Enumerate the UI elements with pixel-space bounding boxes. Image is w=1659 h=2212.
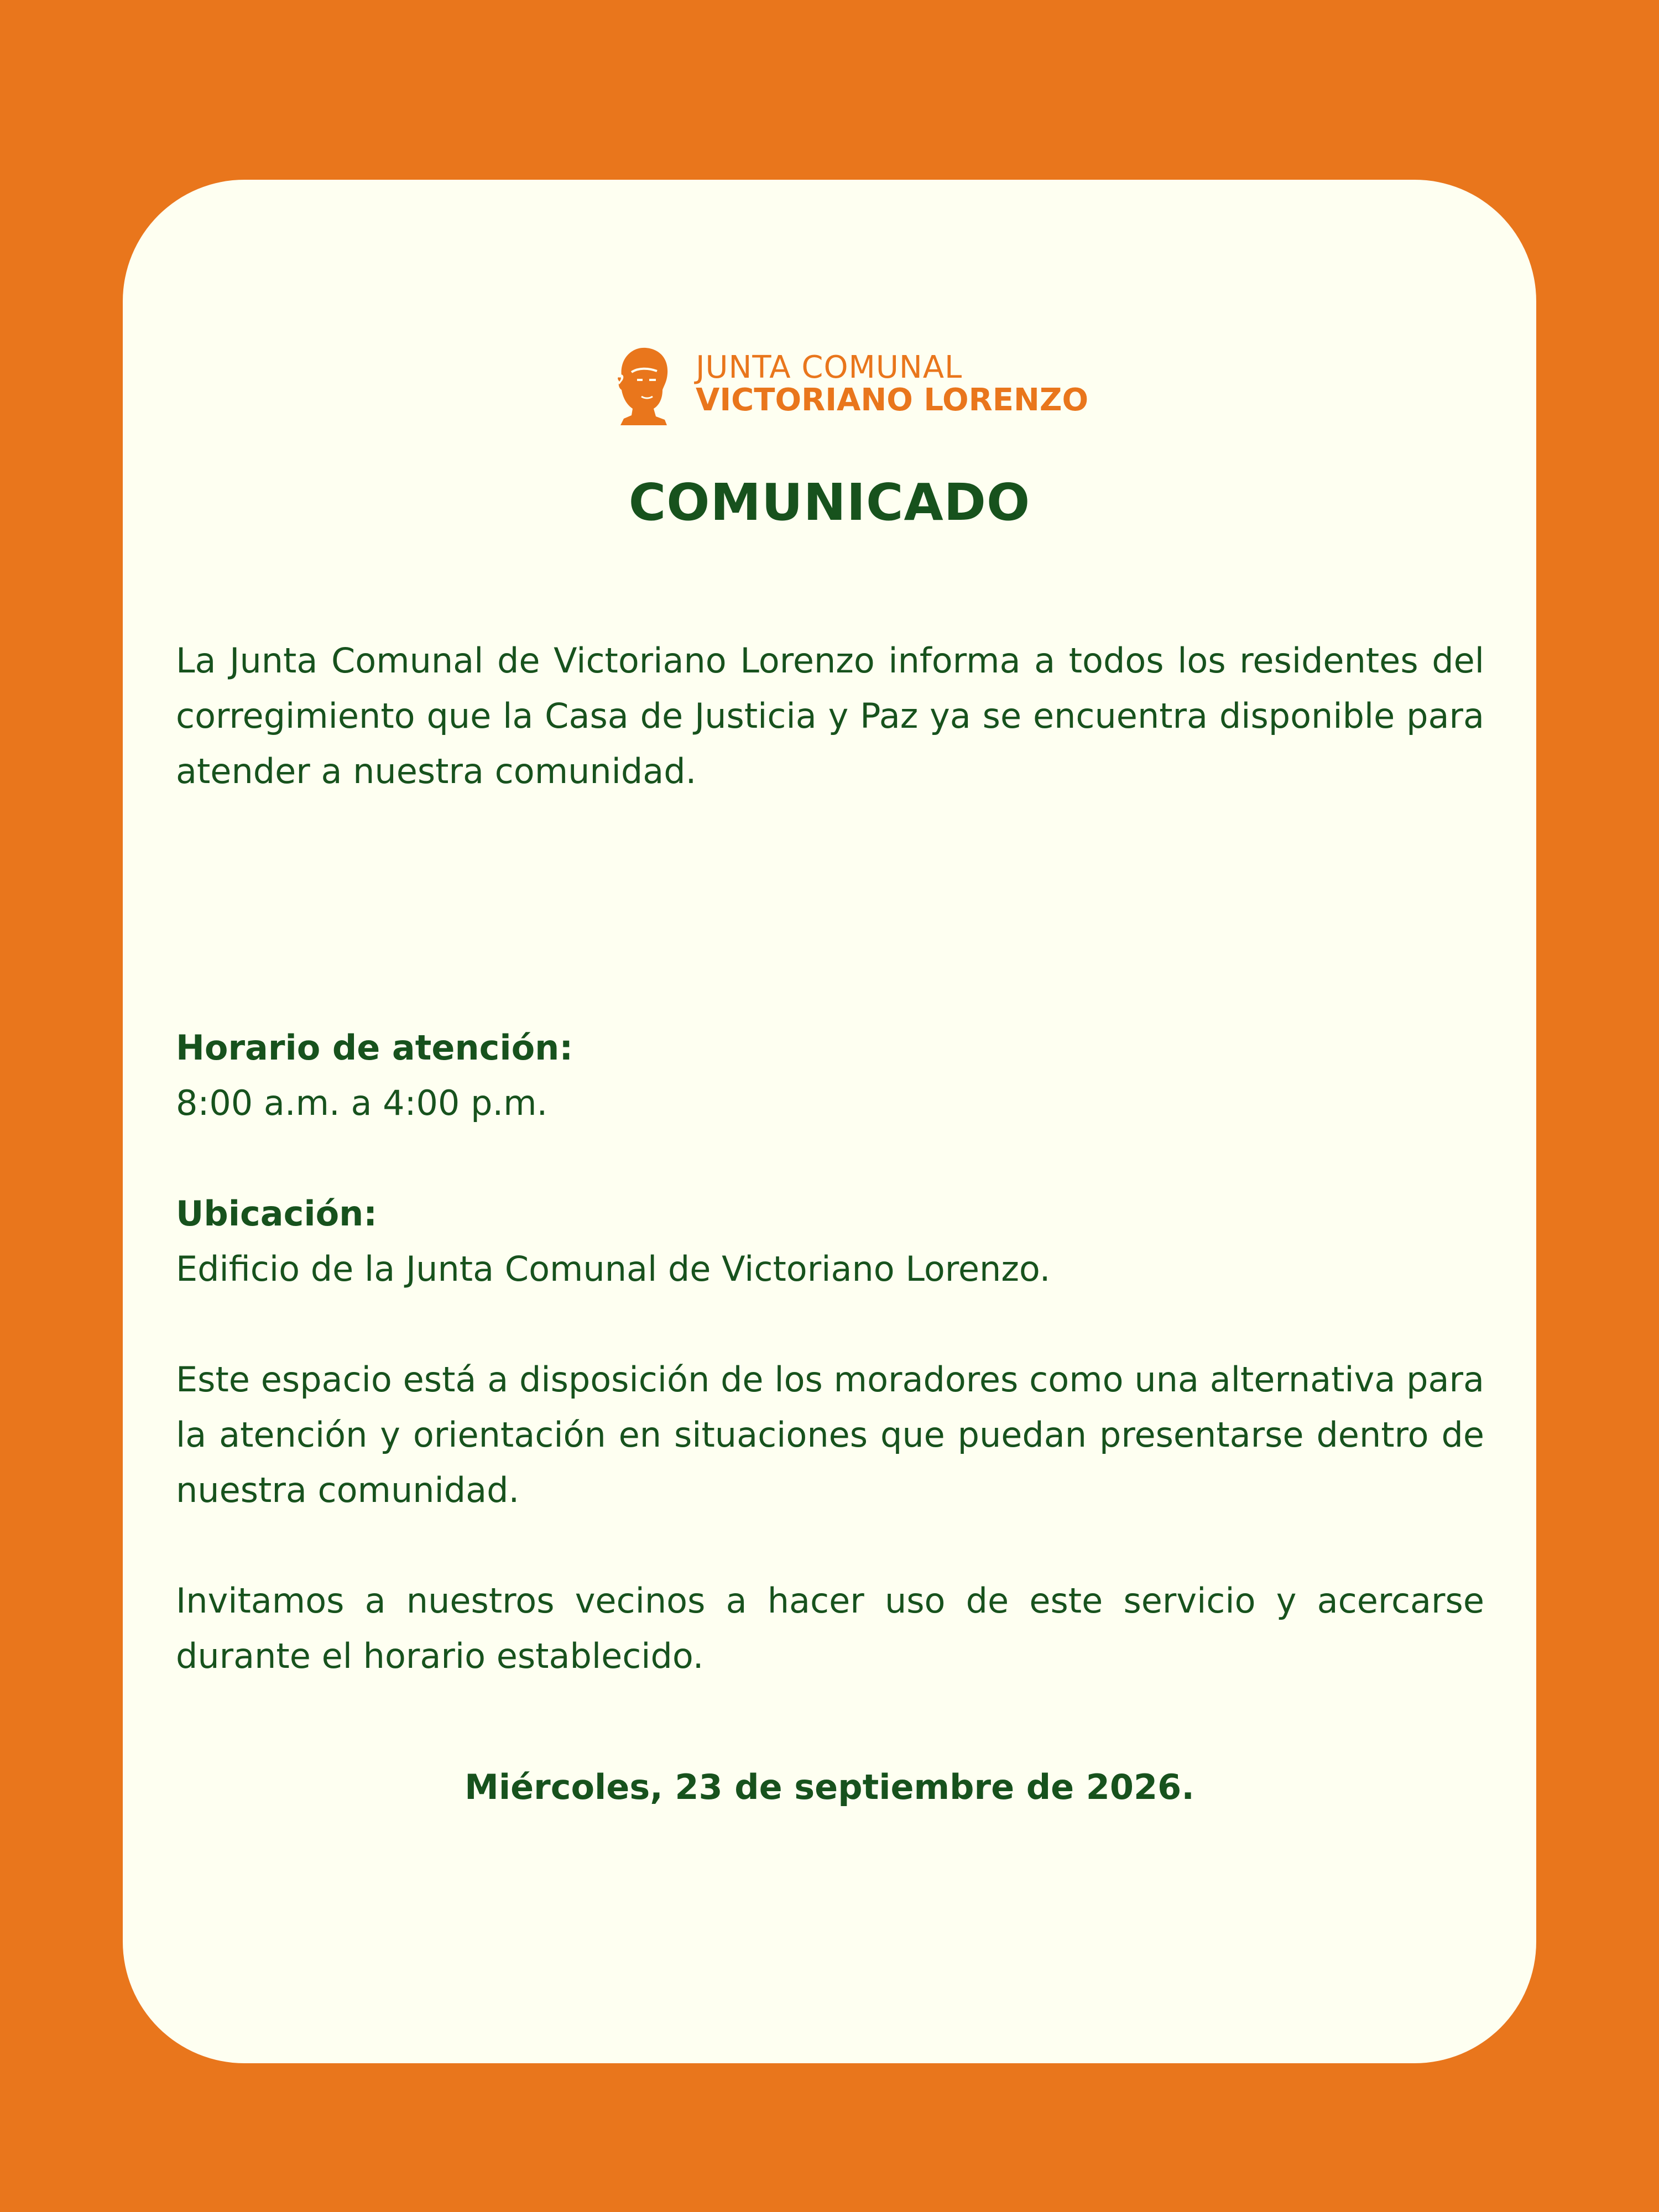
space-paragraph: Este espacio está a disposición de los moradores como una alternativa para la atención y orientación en situaciones que puedan presentarse dentro de nuestra comunidad. xyxy=(176,1359,1484,1510)
invite-paragraph: Invitamos a nuestros vecinos a hacer uso de este servicio y acercarse durante el horario establecido. xyxy=(176,1580,1484,1676)
location-section xyxy=(176,1186,1484,1297)
schedule-value: 8:00 a.m. a 4:00 p.m. xyxy=(176,1083,548,1123)
schedule-label: Horario de atención: xyxy=(176,1027,573,1068)
announcement-date: Miércoles, 23 de septiembre de 2026. xyxy=(465,1767,1194,1807)
portrait-emblem-icon xyxy=(609,343,674,425)
logo-line-2: VICTORIANO LORENZO xyxy=(696,382,1089,418)
intro-paragraph: La Junta Comunal de Victoriano Lorenzo informa a todos los residentes del corregimiento que la Casa de Justicia y Paz ya se encuentra disponible para atender a nuestra comunidad. xyxy=(176,640,1484,791)
logo-wordmark xyxy=(696,349,1089,418)
location-value: Edificio de la Junta Comunal de Victoriano Lorenzo. xyxy=(176,1249,1051,1289)
location-label: Ubicación: xyxy=(176,1193,378,1234)
schedule-section xyxy=(176,1020,1484,1131)
junta-comunal-logo xyxy=(609,340,1088,429)
announcement-card xyxy=(123,180,1536,2063)
logo-line-1: JUNTA COMUNAL xyxy=(696,349,963,386)
page-title: COMUNICADO xyxy=(628,473,1031,532)
